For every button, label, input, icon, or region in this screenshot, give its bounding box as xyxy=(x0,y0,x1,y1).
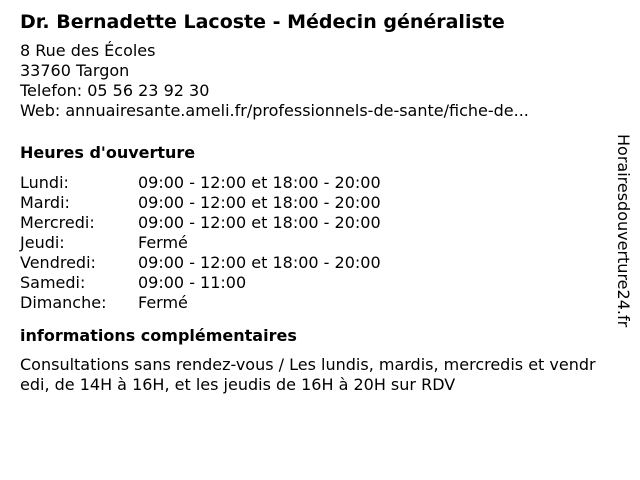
time-value: Fermé xyxy=(138,233,188,252)
day-label: Dimanche: xyxy=(20,293,107,312)
opening-hours-heading: Heures d'ouverture xyxy=(20,143,196,162)
website-link[interactable]: Web: annuairesante.ameli.fr/professionnels-de-sante/fiche-de... xyxy=(20,101,529,120)
additional-info-heading: informations complémentaires xyxy=(20,326,297,345)
day-label: Mercredi: xyxy=(20,213,95,232)
hours-row-monday xyxy=(20,173,605,193)
day-label: Lundi: xyxy=(20,173,69,192)
hours-row-saturday xyxy=(20,273,605,293)
day-label: Mardi: xyxy=(20,193,70,212)
page-title: Dr. Bernadette Lacoste - Médecin généraliste xyxy=(20,11,505,33)
time-value: 09:00 - 12:00 et 18:00 - 20:00 xyxy=(138,253,381,272)
listing-card xyxy=(20,9,605,395)
time-value: Fermé xyxy=(138,293,188,312)
phone-number: Telefon: 05 56 23 92 30 xyxy=(20,81,210,100)
time-value: 09:00 - 12:00 et 18:00 - 20:00 xyxy=(138,193,381,212)
day-label: Vendredi: xyxy=(20,253,96,272)
opening-hours-table xyxy=(20,173,605,313)
address-block xyxy=(20,41,605,121)
site-watermark: Horairesdouverture24.fr xyxy=(614,134,633,328)
hours-row-tuesday xyxy=(20,193,605,213)
day-label: Samedi: xyxy=(20,273,86,292)
street-address: 8 Rue des Écoles xyxy=(20,41,156,60)
hours-row-friday xyxy=(20,253,605,273)
additional-info-text: Consultations sans rendez-vous / Les lundis, mardis, mercredis et vendredi, de 14H à 16H, et les jeudis de 16H à 20H sur RDV xyxy=(20,355,596,394)
time-value: 09:00 - 12:00 et 18:00 - 20:00 xyxy=(138,213,381,232)
time-value: 09:00 - 11:00 xyxy=(138,273,247,292)
hours-row-thursday xyxy=(20,233,605,253)
city-postcode: 33760 Targon xyxy=(20,61,130,80)
day-label: Jeudi: xyxy=(20,233,65,252)
hours-row-wednesday xyxy=(20,213,605,233)
time-value: 09:00 - 12:00 et 18:00 - 20:00 xyxy=(138,173,381,192)
hours-row-sunday xyxy=(20,293,605,313)
